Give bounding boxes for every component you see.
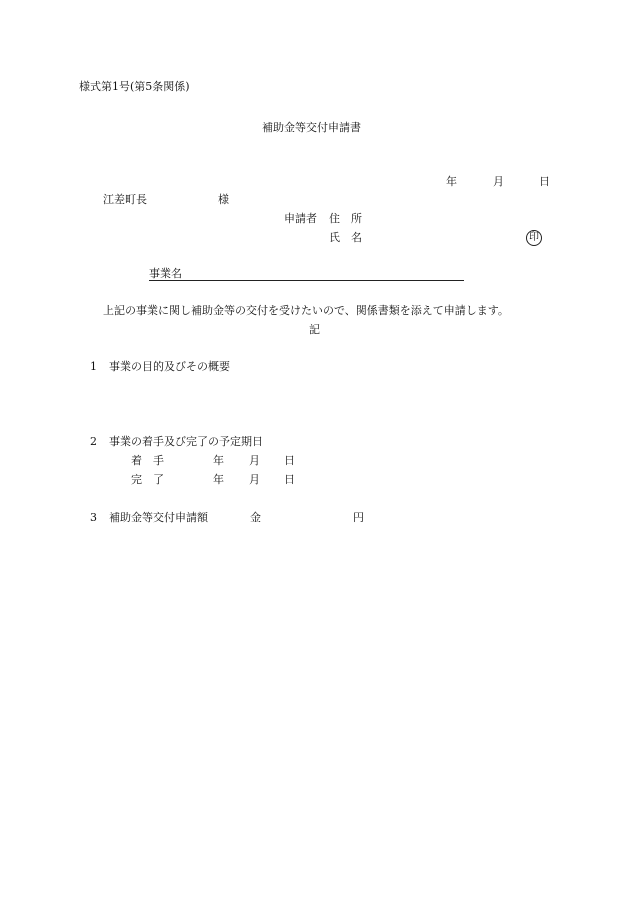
item-label-amount: 補助金等交付申請額 (109, 511, 208, 524)
seal-mark-icon: 印 (526, 230, 542, 246)
item-number: 3 (90, 511, 97, 524)
amount-prefix: 金 (250, 511, 261, 524)
item-number: 2 (90, 435, 97, 448)
schedule-end-day: 日 (284, 473, 295, 486)
schedule-start-label: 着 手 (131, 454, 164, 467)
form-number-label: 様式第1号(第5条関係) (79, 80, 190, 93)
schedule-end-year: 年 (213, 473, 224, 486)
schedule-start-month: 月 (249, 454, 260, 467)
item-number: 1 (90, 360, 97, 373)
note-heading: 記 (309, 323, 320, 336)
project-name-underline (149, 280, 464, 281)
item-label-schedule: 事業の着手及び完了の予定期日 (109, 435, 263, 448)
project-name-label: 事業名 (149, 267, 182, 280)
schedule-end-month: 月 (249, 473, 260, 486)
document-title: 補助金等交付申請書 (262, 121, 361, 134)
schedule-start-day: 日 (284, 454, 295, 467)
applicant-name-label: 氏 名 (329, 231, 362, 244)
item-label-purpose: 事業の目的及びその概要 (109, 360, 230, 373)
date-year: 年 (446, 175, 457, 188)
date-day: 日 (539, 175, 550, 188)
applicant-label: 申請者 (284, 212, 317, 225)
amount-suffix: 円 (353, 511, 364, 524)
application-statement: 上記の事業に関し補助金等の交付を受けたいので、関係書類を添えて申請します。 (103, 304, 509, 317)
schedule-end-label: 完 了 (131, 473, 164, 486)
applicant-address-label: 住 所 (329, 212, 362, 225)
addressee-name: 江差町長 (103, 193, 147, 206)
addressee-honorific: 様 (218, 193, 229, 206)
schedule-start-year: 年 (213, 454, 224, 467)
date-month: 月 (493, 175, 504, 188)
